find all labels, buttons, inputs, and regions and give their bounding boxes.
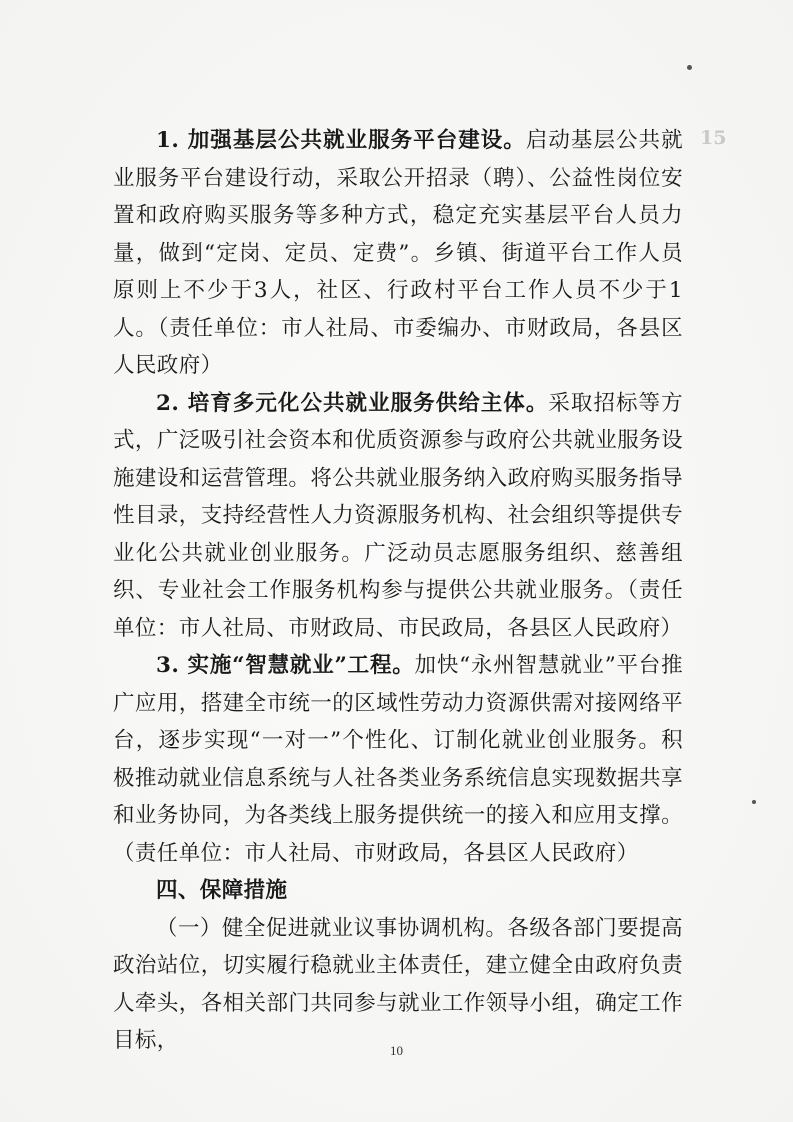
- section-2-lead: 2. 培育多元化公共就业服务供给主体。: [156, 390, 549, 416]
- scan-speck: [687, 65, 692, 70]
- scan-speck: [752, 800, 756, 804]
- document-body: [113, 122, 683, 1060]
- section-paragraph-1: [113, 122, 683, 385]
- bleed-through-mark: 15: [700, 127, 727, 149]
- section-1-lead: 1. 加强基层公共就业服务平台建设。: [156, 128, 526, 153]
- page-number: 10: [390, 1043, 403, 1058]
- final-paragraph: （一）健全促进就业议事协调机构。各级各部门要提高政治站位，切实履行稳就业主体责任，建立健全由政府负责人牵头，各相关部门共同参与就业工作领导小组，确定工作目标，: [113, 915, 683, 1053]
- section-1-text: 启动基层公共就业服务平台建设行动，采取公开招录（聘）、公益性岗位安置和政府购买服务等多种方式，稳定充实基层平台人员力量，做到“定岗、定员、定费”。乡镇、街道平台工作人员原则上不少于3人，社区、行政村平台工作人员不少于1人。（责任单位：市人社局、市委编办、市财政局，各县区人民政府）: [113, 128, 683, 378]
- section-3-lead: 3. 实施“智慧就业”工程。: [156, 653, 415, 678]
- section-paragraph-3: [113, 647, 683, 872]
- section-paragraph-2: [113, 385, 683, 648]
- section-3-text: 加快“永州智慧就业”平台推广应用，搭建全市统一的区域性劳动力资源供需对接网络平台，逐步实现“一对一”个性化、订制化就业创业服务。积极推动就业信息系统与人社各类业务系统信息实现数据共享和业务协同，为各类线上服务提供统一的接入和应用支撑。（责任单位：市人社局、市财政局，各县区人民政府）: [113, 653, 684, 866]
- section-2-text: 采取招标等方式，广泛吸引社会资本和优质资源参与政府公共就业服务设施建设和运营管理。将公共就业服务纳入政府购买服务指导性目录，支持经营性人力资源服务机构、社会组织等提供专业化公共就业创业服务。广泛动员志愿服务组织、慈善组织、专业社会工作服务机构参与提供公共就业服务。（责任单位：市人社局、市财政局、市民政局，各县区人民政府）: [113, 390, 683, 641]
- section-heading: 四、保障措施: [156, 878, 288, 903]
